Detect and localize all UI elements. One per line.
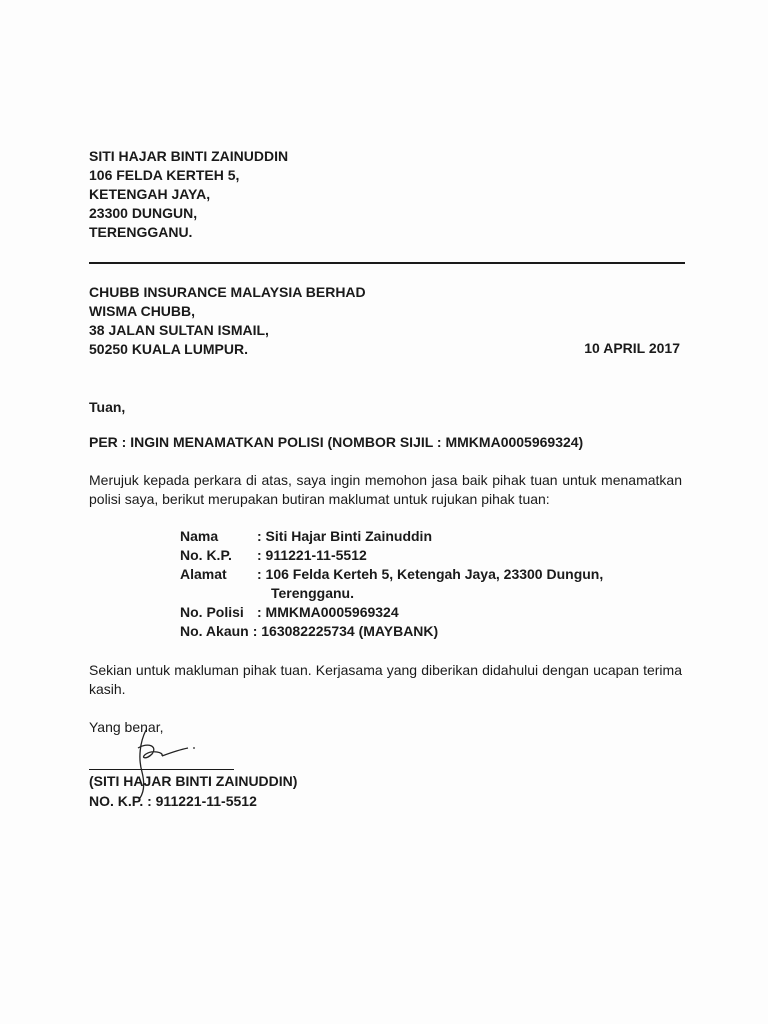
detail-label: Nama <box>180 528 219 544</box>
signatory-ic-number: NO. K.P. : 911221-11-5512 <box>89 793 257 809</box>
sender-address-line: KETENGAH JAYA, <box>89 186 211 202</box>
subject-line: PER : INGIN MENAMATKAN POLISI (NOMBOR SIJIL : MMKMA0005969324) <box>89 434 584 450</box>
detail-row-nama <box>180 527 603 546</box>
sender-address-line: TERENGGANU. <box>89 224 193 240</box>
sender-address <box>89 147 288 242</box>
detail-value: : MMKMA0005969324 <box>257 604 399 620</box>
details-list <box>180 527 603 641</box>
salutation: Tuan, <box>89 399 126 415</box>
detail-row-polisi <box>180 603 603 622</box>
letter-date: 10 APRIL 2017 <box>584 340 680 356</box>
sender-name: SITI HAJAR BINTI ZAINUDDIN <box>89 148 289 164</box>
detail-label: No. Akaun <box>180 623 249 639</box>
recipient-address-line: 38 JALAN SULTAN ISMAIL, <box>89 322 269 338</box>
detail-row-alamat <box>180 565 603 584</box>
detail-value: Terengganu. <box>271 585 354 601</box>
sender-address-line: 23300 DUNGUN, <box>89 205 198 221</box>
recipient-address-line: WISMA CHUBB, <box>89 303 196 319</box>
detail-value: : 911221-11-5512 <box>257 547 367 563</box>
recipient-address-line: 50250 KUALA LUMPUR. <box>89 341 248 357</box>
recipient-company: CHUBB INSURANCE MALAYSIA BERHAD <box>89 284 366 300</box>
detail-label: No. Polisi <box>180 604 244 620</box>
detail-label: No. K.P. <box>180 547 232 563</box>
signatory-name: (SITI HAJAR BINTI ZAINUDDIN) <box>89 773 298 789</box>
sender-address-line: 106 FELDA KERTEH 5, <box>89 167 240 183</box>
detail-value: : 163082225734 (MAYBANK) <box>252 623 439 639</box>
detail-value: : 106 Felda Kerteh 5, Ketengah Jaya, 23300 Dungun, <box>257 566 604 582</box>
recipient-address <box>89 283 366 359</box>
detail-value: : Siti Hajar Binti Zainuddin <box>257 528 432 544</box>
body-paragraph-closing: Sekian untuk makluman pihak tuan. Kerjasama yang diberikan didahului dengan ucapan terima kasih. <box>89 662 682 697</box>
signature-line <box>89 769 234 770</box>
closing-phrase: Yang benar, <box>89 719 164 735</box>
detail-row-kp <box>180 546 603 565</box>
detail-row-akaun <box>180 622 603 641</box>
detail-row-alamat-cont <box>180 584 603 603</box>
detail-label: Alamat <box>180 566 227 582</box>
header-divider <box>89 262 685 264</box>
body-paragraph-intro: Merujuk kepada perkara di atas, saya ingin memohon jasa baik pihak tuan untuk menamatkan polisi saya, berikut merupakan butiran maklumat untuk rujukan pihak tuan: <box>89 472 682 507</box>
